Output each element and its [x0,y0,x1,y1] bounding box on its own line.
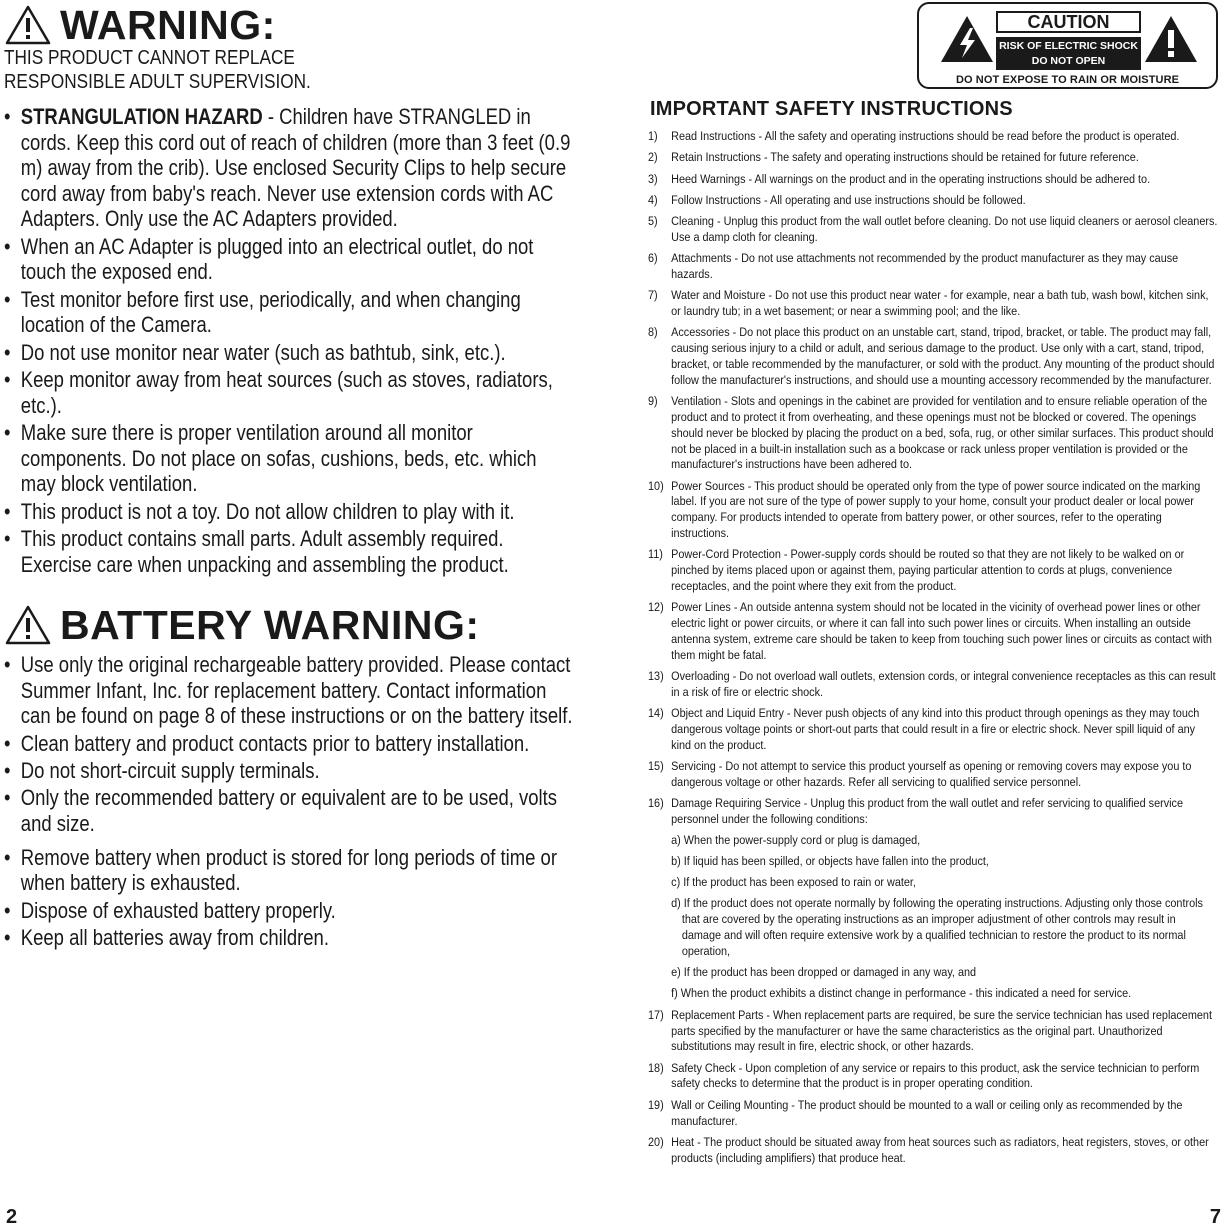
battery-warning-list [4,652,575,952]
instruction-number: 13) [648,668,664,683]
safety-instruction-item [648,129,1218,145]
warning-item [4,287,575,338]
safety-instruction-item [648,193,1218,209]
damage-condition-item: d) If the product does not operate normally by following the operating instructions. Adjusting only those controls that are covered by the operating instructions as an improper adjustment of other controls may result in damage and will often require extensive work by a qualified technician to restore the product to its normal operation, [671,896,1203,958]
instruction-text: Water and Moisture - Do not use this product near water - for example, near a bath tub, wash bowl, kitchen sink, or laundry tub; in a wet basement; or near a swimming pool; and the like. [671,288,1209,319]
instruction-text: Overloading - Do not overload wall outlets, extension cords, or integral convenience receptacles as this can result in a risk of fire or electric shock. [671,668,1216,699]
damage-conditions-list [671,833,1217,1003]
warning-triangle-icon [4,604,52,646]
instruction-text: Object and Liquid Entry - Never push objects of any kind into this product through openings as they may touch dangerous voltage points or short-out parts that could result in a fire or electric shock. Never spill liquid of any kind on the product. [671,706,1200,752]
battery-warning-item: • Only the recommended battery or equivalent are to be used, volts and size. [4,785,575,836]
instruction-number: 9) [648,394,658,409]
battery-warning-item: • Clean battery and product contacts prior to battery installation. [4,731,575,757]
instruction-number: 1) [648,129,658,143]
safety-instruction-item [648,669,1218,701]
instruction-number: 8) [648,325,658,340]
warning-item [4,104,575,232]
instruction-text: Read Instructions - All the safety and operating instructions should be read before the product is operated. [671,129,1180,143]
warning-item-text: When an AC Adapter is plugged into an electrical outlet, do not touch the exposed end. [20,233,534,285]
warning-item [4,420,575,497]
damage-condition-item: a) When the power-supply cord or plug is damaged, [671,832,921,847]
instruction-text: Cleaning - Unplug this product from the wall outlet before cleaning. Do not use liquid cleaners or aerosol cleaners. Use a damp cloth for cleaning. [671,214,1218,244]
battery-warning-heading [4,601,480,648]
safety-instruction-item [648,251,1218,283]
instruction-number: 12) [648,600,664,615]
page-number-right: 7 [1209,1206,1221,1228]
page-number-left: 2 [6,1206,18,1228]
safety-instruction-item [648,172,1218,188]
caution-title: CAUTION [996,11,1141,33]
warning-item-text: Make sure there is proper ventilation around all monitor components. Do not place on sofas, cushions, beds, etc. which may block ventilation. [20,420,537,497]
safety-instruction-item [648,394,1218,473]
battery-warning-item: • Use only the original rechargeable battery provided. Please contact Summer Infant, Inc. for replacement battery. Contact information can be found on page 8 of these instructions or on the battery itself. [4,652,575,729]
safety-instruction-item [648,706,1218,753]
instruction-number: 17) [648,1007,664,1022]
instruction-number: 4) [648,192,658,207]
instruction-number: 5) [648,214,658,229]
warning-item-text: - Children have STRANGLED in cords. Keep this cord out of reach of children (more than 3 feet (0.9 m) away from the crib). Use enclosed Security Clips to help secure cord away from baby's reach. Never use extension cords with AC Adapters. Only use the AC Adapters provided. [20,104,571,232]
battery-warning-item: • Do not short-circuit supply terminals. [4,758,575,784]
instruction-text: Power Sources - This product should be operated only from the type of power source indicated on the marking label. If you are not sure of the type of power supply to your home, consult your product dealer or local power company. For products intended to operate from battery power, or other sources, refer to the operating instructions. [671,478,1201,541]
instruction-text: Attachments - Do not use attachments not recommended by the product manufacturer as they may cause hazards. [671,251,1179,282]
battery-warning-item: • Keep all batteries away from children. [4,925,575,951]
warning-item [4,367,575,418]
safety-instruction-item [648,1098,1218,1130]
safety-instruction-item [648,600,1218,663]
instruction-text: Damage Requiring Service - Unplug this product from the wall outlet and refer servicing to qualified service personnel under the following conditions: [671,795,1184,826]
damage-condition-item: f) When the product exhibits a distinct change in performance - this indicated a need for service. [671,986,1132,1001]
electric-shock-icon [939,14,995,64]
battery-warning-title: BATTERY WARNING: [60,601,480,648]
instruction-text: Power-Cord Protection - Power-supply cords should be routed so that they are not likely to be walked on or pinched by items placed upon or against them, paying particular attention to cords at plugs, convenience receptacles, and the point where they exit from the product. [671,547,1185,593]
instruction-number: 19) [648,1097,664,1112]
instruction-text: Follow Instructions - All operating and use instructions should be followed. [671,192,1026,207]
instruction-number: 15) [648,758,664,773]
safety-instruction-item [648,1061,1218,1093]
warning-item [4,526,575,577]
instruction-text: Heed Warnings - All warnings on the product and in the operating instructions should be adhered to. [671,171,1151,186]
caution-line-1: RISK OF ELECTRIC SHOCK [999,40,1138,52]
instruction-text: Safety Check - Upon completion of any service or repairs to this product, ask the service technician to perform safety checks to determine that the product is in proper operating condition. [671,1060,1200,1091]
warning-list [4,104,575,579]
damage-condition-item: c) If the product has been exposed to rain or water, [671,875,916,890]
warning-item-text: This product contains small parts. Adult assembly required. Exercise care when unpacking and assembling the product. [20,526,509,577]
caution-shock-warning [996,37,1141,70]
instruction-text: Servicing - Do not attempt to service this product yourself as opening or removing covers may expose you to dangerous voltage or other hazards. Refer all servicing to qualified service personnel. [671,758,1192,789]
warning-item-text: Do not use monitor near water (such as bathtub, sink, etc.). [20,339,506,365]
caution-footer: DO NOT EXPOSE TO RAIN OR MOISTURE [955,74,1180,86]
safety-instruction-item [648,796,1218,1002]
warning-heading [4,1,276,48]
instruction-number: 3) [648,171,658,186]
caution-label [917,2,1218,89]
safety-instructions-list [648,129,1218,1172]
instruction-text: Heat - The product should be situated away from heat sources such as radiators, heat registers, stoves, or other products (including amplifiers) that produce heat. [671,1134,1209,1165]
safety-instruction-item [648,1008,1218,1055]
safety-instruction-item [648,325,1218,388]
warning-item [4,234,575,285]
caution-line-2: DO NOT OPEN [1031,55,1106,67]
safety-instructions-title: IMPORTANT SAFETY INSTRUCTIONS [650,98,1013,120]
damage-condition-item: b) If liquid has been spilled, or objects have fallen into the product, [671,853,989,868]
instruction-number: 2) [648,150,658,165]
safety-instruction-item [648,1135,1218,1167]
instruction-number: 20) [648,1134,664,1149]
safety-instruction-item [648,479,1218,542]
damage-condition-item: e) If the product has been dropped or damaged in any way, and [671,965,977,980]
battery-warning-item: • Dispose of exhausted battery properly. [4,898,575,924]
safety-instruction-item [648,288,1218,320]
instruction-number: 10) [648,478,664,493]
instruction-text: Wall or Ceiling Mounting - The product should be mounted to a wall or ceiling only as recommended by the manufacturer. [671,1097,1183,1128]
safety-instruction-item [648,214,1218,246]
instruction-text: Power Lines - An outside antenna system should not be located in the vicinity of overhead power lines or other electric light or power circuits, or where it can fall into such power lines or circuits. When installing an outside antenna system, extreme care should be taken to keep from touching such power lines or circuits as contact with them might be fatal. [671,600,1212,662]
warning-item-text: Keep monitor away from heat sources (such as stoves, radiators, etc.). [20,367,553,418]
warning-title: WARNING: [60,1,276,48]
warning-item-text: This product is not a toy. Do not allow children to play with it. [20,498,515,524]
warning-item-text: Test monitor before first use, periodically, and when changing location of the Camera. [20,286,521,338]
instruction-text: Retain Instructions - The safety and operating instructions should be retained for future reference. [671,150,1139,165]
battery-warning-item: • Remove battery when product is stored for long periods of time or when battery is exhausted. [4,845,575,896]
safety-instruction-item [648,150,1218,166]
supervision-notice: THIS PRODUCT CANNOT REPLACE RESPONSIBLE ADULT SUPERVISION. [4,47,311,93]
instruction-number: 16) [648,795,664,810]
warning-item-lead: STRANGULATION HAZARD [20,104,263,129]
exclamation-icon [1143,14,1199,64]
instruction-text: Accessories - Do not place this product on an unstable cart, stand, tripod, bracket, or table. The product may fall, causing serious injury to a child or adult, and serious damage to the product. Use only with a cart, stand, tripod, bracket, or table recommended by the manufacturer, or sold with the product. Any mounting of the product should follow the manufacturer's instructions, and should use a mounting accessory recommended by the manufacturer. [671,325,1215,387]
instruction-number: 18) [648,1060,664,1075]
instruction-text: Replacement Parts - When replacement parts are required, be sure the service technician has used replacement parts specified by the manufacturer or have the same characteristics as the original part. Unauthorized substitutions may result in fire, electric shock, or other hazards. [671,1007,1212,1054]
instruction-number: 7) [648,288,658,303]
instruction-text: Ventilation - Slots and openings in the cabinet are provided for ventilation and to ensure reliable operation of the product and to protect it from overheating, and these openings must not be blocked or covered. The openings should never be blocked by placing the product on a bed, sofa, rug, or other similar surfaces. This product should not be placed in a built-in installation such as a bookcase or rack unless proper ventilation is provided or the manufacturer's instructions have been adhered to. [671,394,1214,472]
instruction-number: 11) [648,547,663,562]
warning-item [4,499,575,525]
safety-instruction-item [648,759,1218,791]
warning-triangle-icon [4,4,52,46]
instruction-number: 14) [648,706,664,720]
safety-instruction-item [648,547,1218,594]
instruction-number: 6) [648,251,658,266]
warning-item [4,340,575,366]
